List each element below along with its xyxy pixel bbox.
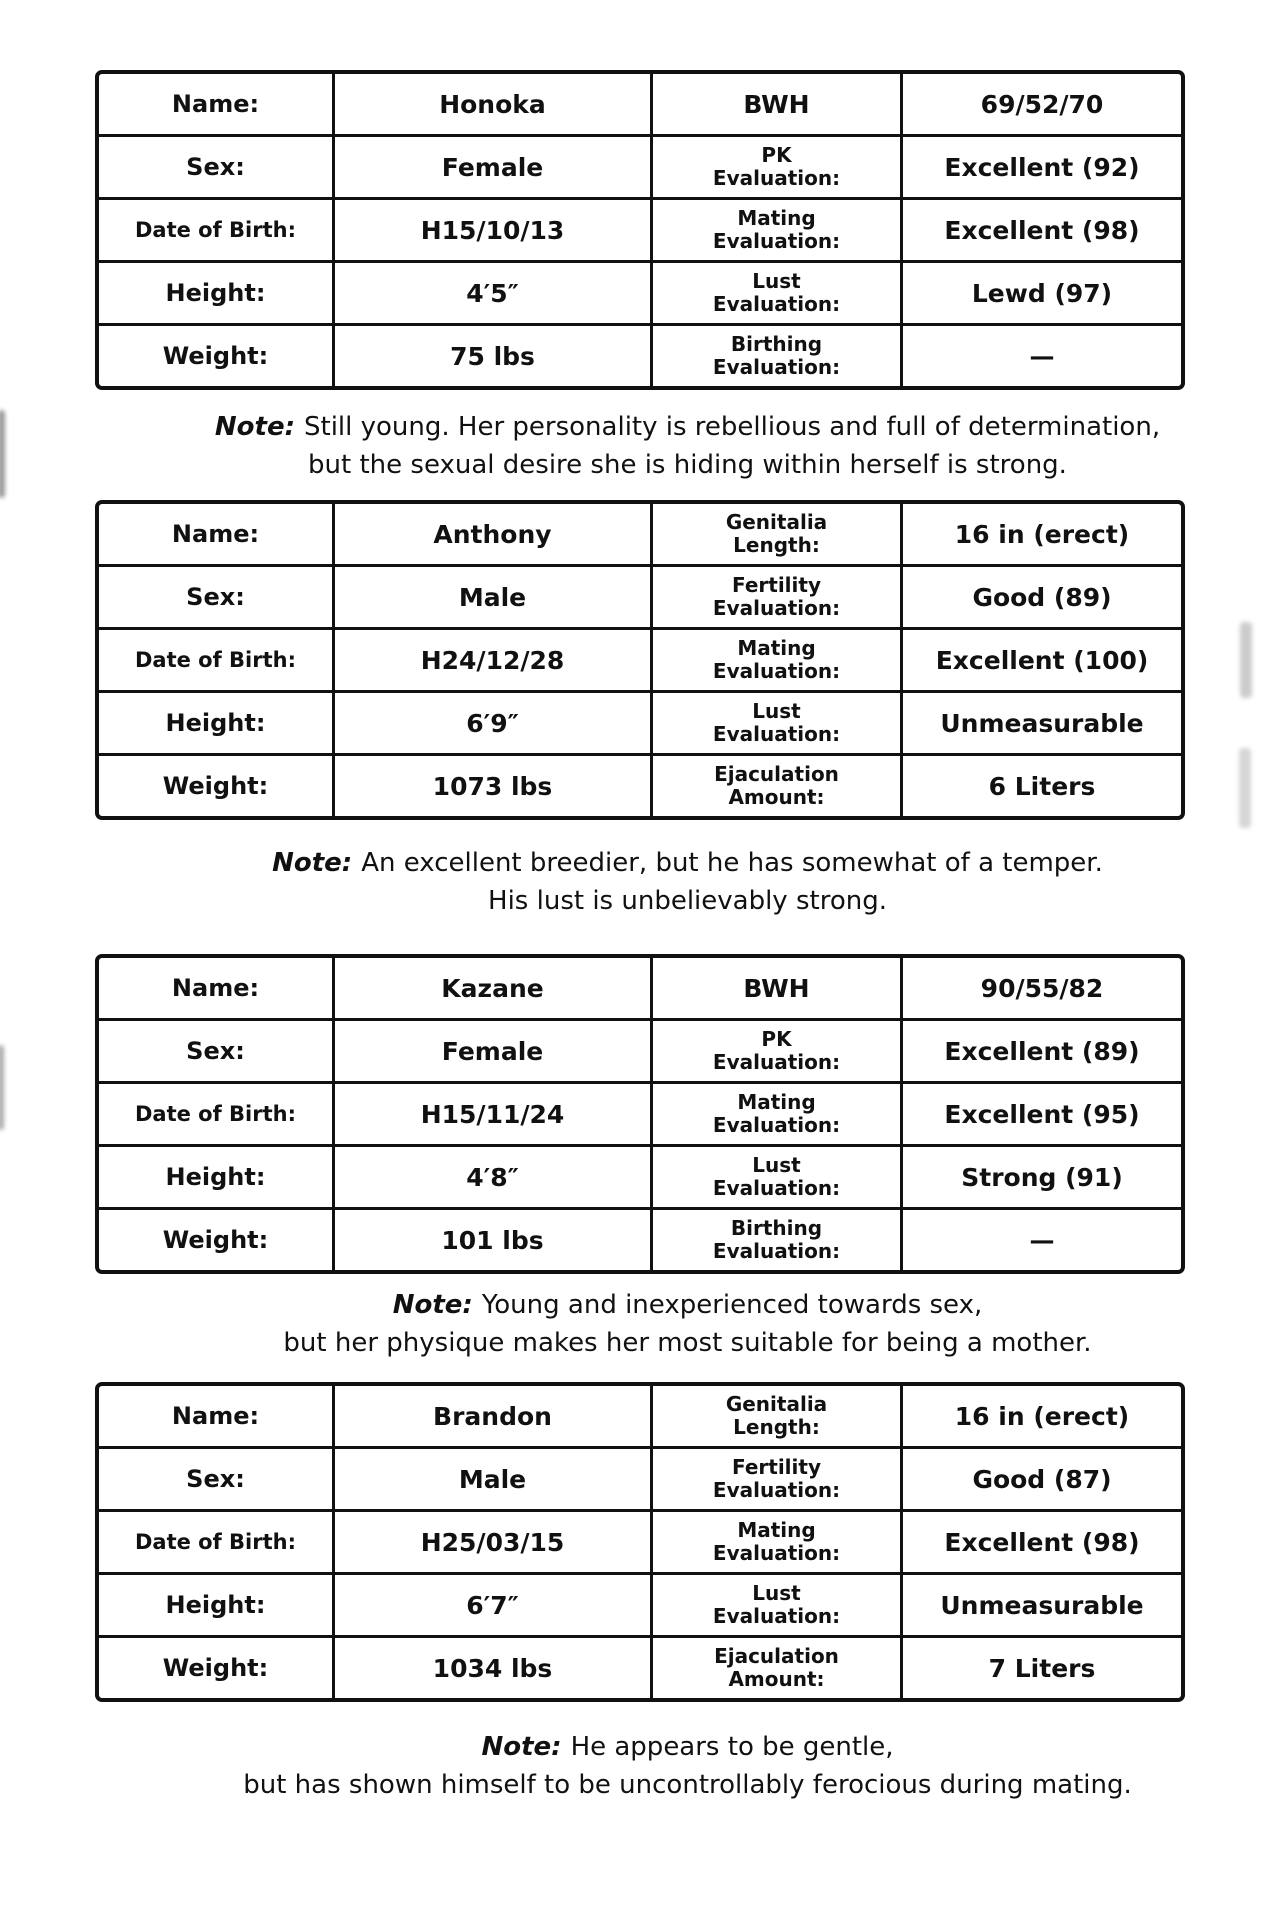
eval-value: 69/52/70 [900, 74, 1181, 134]
note-prefix: Note: [272, 848, 353, 878]
profile-table-anthony [95, 500, 1185, 820]
eval-value: — [900, 326, 1181, 386]
eval-label [650, 1575, 900, 1635]
eval-label [650, 1021, 900, 1081]
field-label: Weight: [162, 342, 269, 370]
scan-artifact [1239, 748, 1251, 828]
note-line [95, 1286, 1280, 1324]
eval-label-line: Mating [737, 1090, 816, 1114]
field-value: H15/10/13 [332, 200, 650, 260]
eval-label-line: Evaluation: [712, 292, 841, 316]
note-kazane [95, 1286, 1280, 1362]
field-value: H24/12/28 [332, 630, 650, 690]
eval-label [650, 263, 900, 323]
field-value: 6′9″ [332, 693, 650, 753]
field-label: Height: [165, 1163, 266, 1191]
field-label: Weight: [162, 1226, 269, 1254]
eval-label-line: Evaluation: [712, 355, 841, 379]
table-row [99, 1572, 1181, 1635]
eval-label [650, 137, 900, 197]
eval-label-line: Genitalia [725, 510, 828, 534]
note-line [95, 844, 1280, 882]
document-content [0, 70, 1280, 1804]
field-label: Date of Birth: [134, 648, 297, 672]
scan-artifact [0, 410, 5, 498]
eval-label-line: Amount: [728, 785, 825, 809]
field-value: Female [332, 1021, 650, 1081]
field-value: Honoka [332, 74, 650, 134]
eval-label-line: Lust [752, 269, 801, 293]
field-value: 4′8″ [332, 1147, 650, 1207]
field-value: Anthony [332, 504, 650, 564]
field-value: 6′7″ [332, 1575, 650, 1635]
field-label: Sex: [186, 1465, 245, 1493]
eval-label [650, 1386, 900, 1446]
note-line [95, 1728, 1280, 1766]
eval-label-line: Evaluation: [712, 229, 841, 253]
note-prefix: Note: [214, 412, 295, 442]
note-prefix: Note: [392, 1290, 473, 1320]
eval-value: 7 Liters [900, 1638, 1181, 1698]
eval-label-line: Ejaculation [714, 1644, 839, 1668]
field-value: 101 lbs [332, 1210, 650, 1270]
field-label: Weight: [162, 772, 269, 800]
table-row [99, 958, 1181, 1018]
eval-value: Unmeasurable [900, 1575, 1181, 1635]
eval-label-line: Birthing [730, 332, 823, 356]
eval-label-line: Amount: [728, 1667, 825, 1691]
field-value: H15/11/24 [332, 1084, 650, 1144]
note-text: Young and inexperienced towards sex, [481, 1290, 983, 1320]
eval-label-line: PK [761, 1027, 792, 1051]
eval-value: 16 in (erect) [900, 1386, 1181, 1446]
profile-table-kazane [95, 954, 1185, 1274]
eval-label-line: Length: [733, 533, 820, 557]
note-line: His lust is unbelievably strong. [488, 886, 887, 916]
eval-label [650, 326, 900, 386]
eval-label-line: Evaluation: [712, 1541, 841, 1565]
table-row [99, 260, 1181, 323]
eval-value: Excellent (98) [900, 200, 1181, 260]
field-value: Female [332, 137, 650, 197]
field-value: Male [332, 1449, 650, 1509]
field-value: 75 lbs [332, 326, 650, 386]
eval-value: 6 Liters [900, 756, 1181, 816]
table-row [99, 1446, 1181, 1509]
eval-label [650, 504, 900, 564]
eval-label-line: PK [761, 143, 792, 167]
eval-label [650, 74, 900, 134]
note-line: but the sexual desire she is hiding within herself is strong. [308, 450, 1067, 480]
table-row [99, 564, 1181, 627]
eval-label-line: Evaluation: [712, 596, 841, 620]
eval-label [650, 200, 900, 260]
field-value: Male [332, 567, 650, 627]
table-row [99, 1081, 1181, 1144]
eval-value: Excellent (100) [900, 630, 1181, 690]
eval-label [650, 1638, 900, 1698]
eval-value: Strong (91) [900, 1147, 1181, 1207]
field-label: Height: [165, 709, 266, 737]
field-label: Name: [171, 90, 260, 118]
eval-label-line: Length: [733, 1415, 820, 1439]
note-text: Still young. Her personality is rebellious and full of determination, [304, 412, 1161, 442]
table-row [99, 690, 1181, 753]
field-label: Name: [171, 974, 260, 1002]
field-value: 4′5″ [332, 263, 650, 323]
scan-artifact [1240, 622, 1252, 698]
eval-label-line: Mating [737, 1518, 816, 1542]
eval-label-line: Evaluation: [712, 1239, 841, 1263]
note-text: An excellent breedier, but he has somewhat of a temper. [361, 848, 1103, 878]
table-row [99, 74, 1181, 134]
table-row [99, 1509, 1181, 1572]
eval-value: Lewd (97) [900, 263, 1181, 323]
field-label: Sex: [186, 583, 245, 611]
profile-table-honoka [95, 70, 1185, 390]
note-line: but has shown himself to be uncontrollably ferocious during mating. [243, 1770, 1132, 1800]
eval-label-line: Evaluation: [712, 1050, 841, 1074]
eval-label-line: Evaluation: [712, 659, 841, 683]
field-label: Height: [165, 1591, 266, 1619]
eval-label [650, 1084, 900, 1144]
note-brandon [95, 1728, 1280, 1804]
field-value: Brandon [332, 1386, 650, 1446]
field-label: Weight: [162, 1654, 269, 1682]
field-label: Height: [165, 279, 266, 307]
table-row [99, 197, 1181, 260]
eval-label-line: Mating [737, 206, 816, 230]
field-value: Kazane [332, 958, 650, 1018]
table-row [99, 1635, 1181, 1698]
eval-label-line: Lust [752, 1153, 801, 1177]
scanned-document-page [0, 70, 1280, 1908]
table-row [99, 1144, 1181, 1207]
eval-label [650, 1512, 900, 1572]
eval-label [650, 1210, 900, 1270]
field-value: H25/03/15 [332, 1512, 650, 1572]
field-label: Date of Birth: [134, 1102, 297, 1126]
eval-label [650, 958, 900, 1018]
eval-label-line: Evaluation: [712, 1478, 841, 1502]
eval-label-line: BWH [743, 89, 810, 119]
note-anthony [95, 844, 1280, 920]
eval-value: Excellent (89) [900, 1021, 1181, 1081]
eval-label-line: Genitalia [725, 1392, 828, 1416]
eval-label-line: Fertility [731, 573, 821, 597]
eval-label-line: Ejaculation [714, 762, 839, 786]
note-text: He appears to be gentle, [570, 1732, 894, 1762]
eval-label-line: Evaluation: [712, 1113, 841, 1137]
eval-value: Excellent (98) [900, 1512, 1181, 1572]
field-label: Name: [171, 520, 260, 548]
field-value: 1034 lbs [332, 1638, 650, 1698]
eval-label-line: Lust [752, 1581, 801, 1605]
eval-label-line: Evaluation: [712, 166, 841, 190]
eval-value: Unmeasurable [900, 693, 1181, 753]
eval-value: — [900, 1210, 1181, 1270]
table-row [99, 627, 1181, 690]
table-row [99, 1207, 1181, 1270]
field-label: Date of Birth: [134, 218, 297, 242]
table-row [99, 504, 1181, 564]
eval-value: Excellent (92) [900, 137, 1181, 197]
note-line [95, 408, 1280, 446]
eval-label-line: Birthing [730, 1216, 823, 1240]
field-label: Sex: [186, 1037, 245, 1065]
eval-label-line: Evaluation: [712, 1176, 841, 1200]
table-row [99, 323, 1181, 386]
note-prefix: Note: [481, 1732, 562, 1762]
scan-artifact [0, 1045, 4, 1130]
table-row [99, 753, 1181, 816]
eval-label [650, 1449, 900, 1509]
table-row [99, 1018, 1181, 1081]
eval-label-line: Lust [752, 699, 801, 723]
eval-label-line: Evaluation: [712, 722, 841, 746]
profile-table-brandon [95, 1382, 1185, 1702]
table-row [99, 1386, 1181, 1446]
note-line: but her physique makes her most suitable for being a mother. [283, 1328, 1092, 1358]
eval-label [650, 693, 900, 753]
eval-label [650, 630, 900, 690]
eval-value: Excellent (95) [900, 1084, 1181, 1144]
field-label: Sex: [186, 153, 245, 181]
eval-value: 90/55/82 [900, 958, 1181, 1018]
field-value: 1073 lbs [332, 756, 650, 816]
eval-label-line: BWH [743, 973, 810, 1003]
eval-value: Good (87) [900, 1449, 1181, 1509]
eval-value: 16 in (erect) [900, 504, 1181, 564]
eval-label-line: Mating [737, 636, 816, 660]
eval-label-line: Fertility [731, 1455, 821, 1479]
field-label: Date of Birth: [134, 1530, 297, 1554]
eval-value: Good (89) [900, 567, 1181, 627]
eval-label [650, 756, 900, 816]
field-label: Name: [171, 1402, 260, 1430]
eval-label [650, 567, 900, 627]
note-honoka [95, 408, 1280, 484]
eval-label [650, 1147, 900, 1207]
eval-label-line: Evaluation: [712, 1604, 841, 1628]
table-row [99, 134, 1181, 197]
